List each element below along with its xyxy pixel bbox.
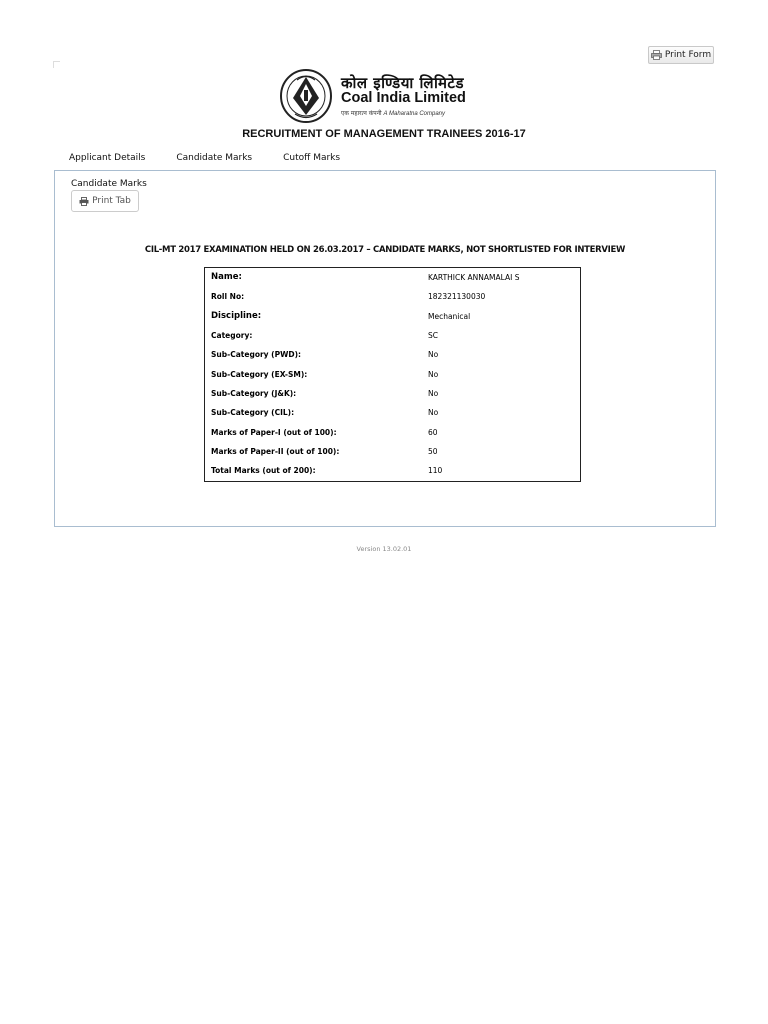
- table-row: [211, 425, 574, 439]
- row-value: Mechanical: [428, 311, 471, 321]
- logo-tagline-english: A Maharatna Company: [383, 111, 446, 117]
- table-row: [211, 289, 574, 303]
- print-tab-button[interactable]: [71, 190, 139, 212]
- row-label: Marks of Paper-II (out of 100):: [211, 446, 340, 456]
- printer-icon: [79, 197, 89, 206]
- panel-title: Candidate Marks: [71, 179, 147, 189]
- table-row: [211, 405, 574, 419]
- logo-english-text: Coal India Limited: [341, 90, 466, 106]
- row-value: No: [428, 388, 439, 398]
- printer-icon: [651, 50, 662, 60]
- row-label: Sub-Category (PWD):: [211, 349, 302, 359]
- row-value: No: [428, 407, 439, 417]
- logo-hindi-text: कोल इण्डिया लिमिटेड: [341, 74, 465, 92]
- tab-applicant-details[interactable]: Applicant Details: [69, 153, 146, 163]
- tab-cutoff-marks[interactable]: Cutoff Marks: [283, 153, 341, 163]
- logo-tagline-hindi: एक महारत्न कंपनी: [341, 110, 382, 117]
- tab-candidate-marks[interactable]: Candidate Marks: [176, 153, 253, 163]
- row-label: Total Marks (out of 200):: [211, 465, 316, 475]
- row-label: Sub-Category (CIL):: [211, 407, 295, 417]
- logo-tagline: [341, 109, 445, 117]
- version-text: Version 13.02.01: [356, 545, 412, 553]
- table-row: [211, 328, 574, 342]
- row-label: Marks of Paper-I (out of 100):: [211, 427, 337, 437]
- table-row: [211, 367, 574, 381]
- row-value: KARTHICK ANNAMALAI S: [428, 272, 520, 282]
- row-value: No: [428, 369, 439, 379]
- row-label: Sub-Category (J&K):: [211, 388, 297, 398]
- table-row: [211, 463, 574, 477]
- row-value: 50: [428, 446, 438, 456]
- print-form-label: Print Form: [664, 50, 712, 60]
- row-label: Category:: [211, 330, 253, 340]
- tab-bar: [69, 153, 340, 163]
- row-value: SC: [428, 330, 438, 340]
- table-row: [211, 270, 574, 284]
- row-value: No: [428, 349, 439, 359]
- broken-image-placeholder: [53, 61, 60, 68]
- row-value: 110: [428, 465, 443, 475]
- candidate-marks-panel: [54, 170, 716, 527]
- row-label: Discipline:: [211, 311, 262, 321]
- table-row: [211, 444, 574, 458]
- print-form-button[interactable]: [648, 46, 714, 64]
- table-row: [211, 386, 574, 400]
- table-row: [211, 347, 574, 361]
- row-value: 60: [428, 427, 438, 437]
- row-value: 182321130030: [428, 291, 486, 301]
- row-label: Roll No:: [211, 291, 245, 301]
- coal-india-logo: [279, 68, 489, 124]
- table-row: [211, 309, 574, 323]
- candidate-marks-table: [204, 267, 581, 482]
- page-title: RECRUITMENT OF MANAGEMENT TRAINEES 2016-17: [242, 128, 526, 140]
- exam-heading: CIL-MT 2017 EXAMINATION HELD ON 26.03.2017 – CANDIDATE MARKS, NOT SHORTLISTED FOR INTERVIEW: [144, 245, 626, 255]
- row-label: Sub-Category (EX-SM):: [211, 369, 308, 379]
- coal-india-emblem-icon: [279, 68, 333, 124]
- print-tab-label: Print Tab: [92, 196, 131, 206]
- row-label: Name:: [211, 272, 242, 282]
